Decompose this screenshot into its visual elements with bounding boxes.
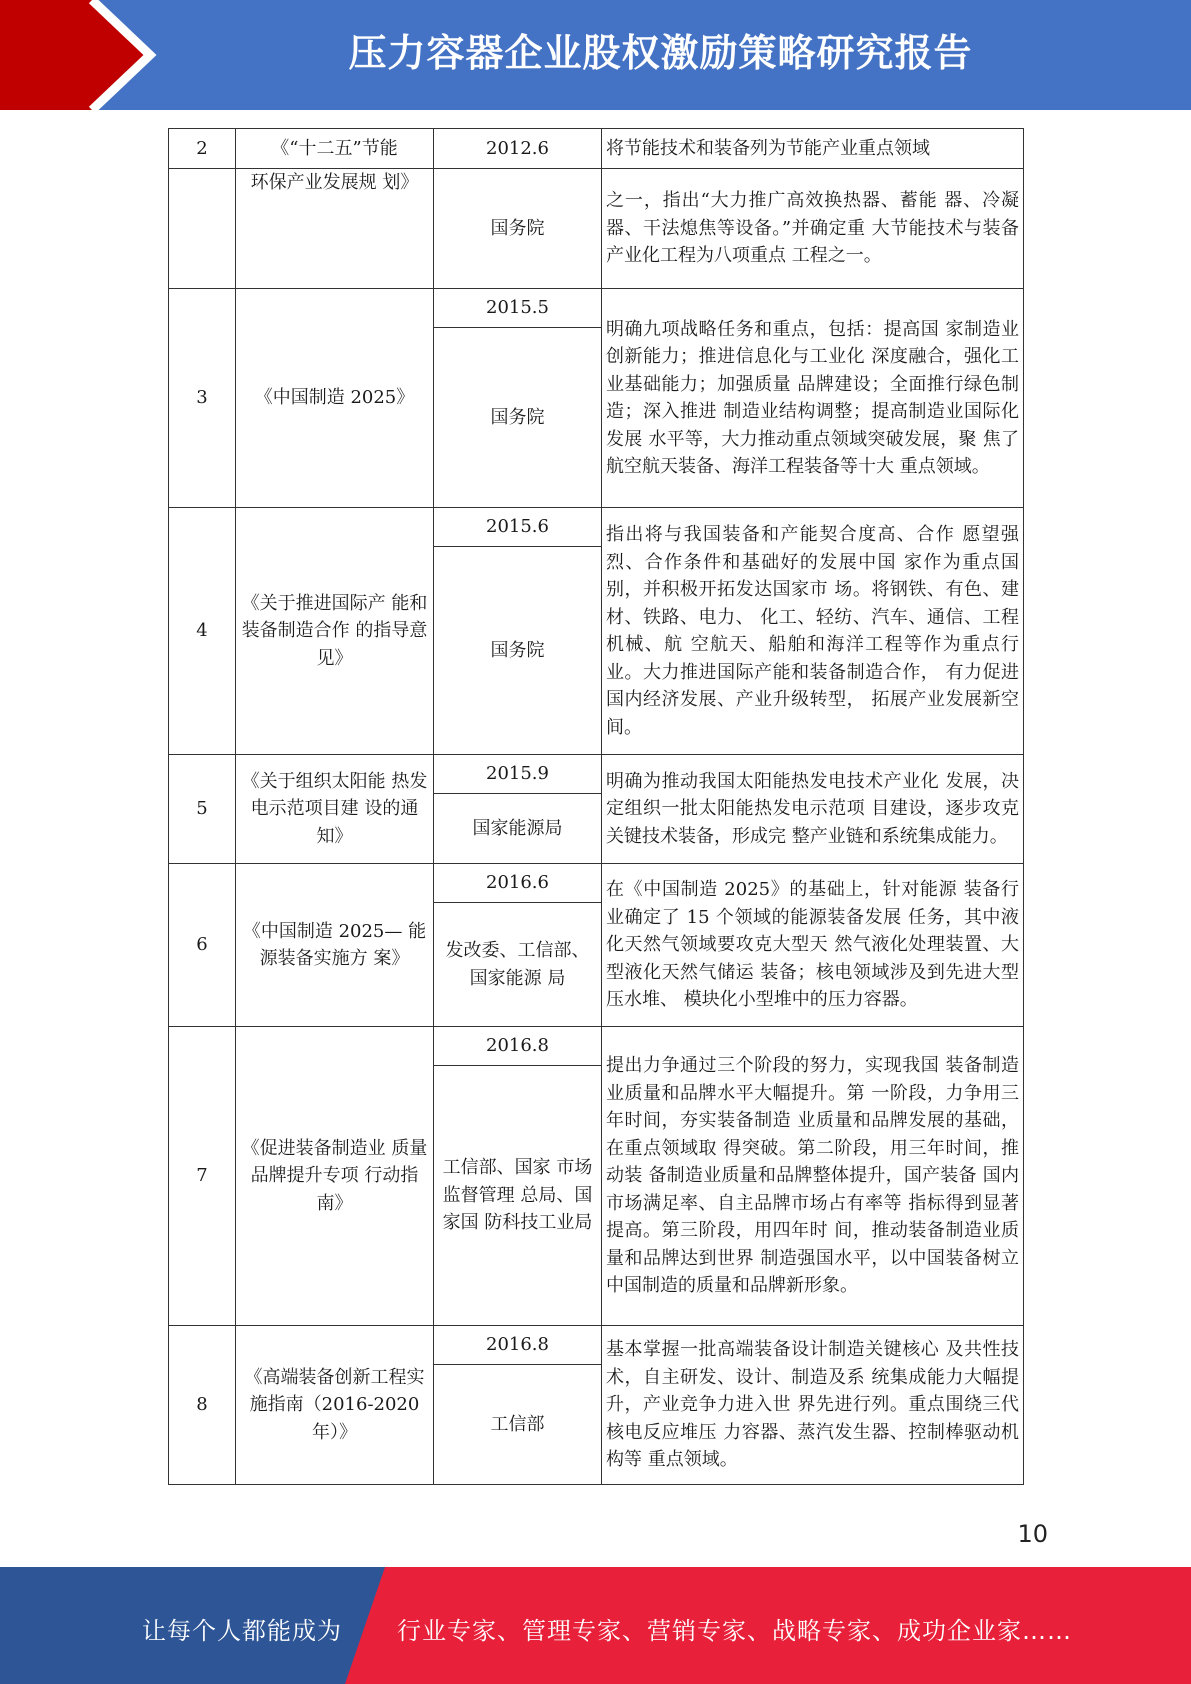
- policy-description: 明确九项战略任务和重点，包括：提高国 家制造业创新能力；推进信息化与工业化 深度融合，强化工业基础能力；加强质量 品牌建设；全面推行绿色制造；深入推进 制造业结构调整；提高制造业国际化发展 水平等，大力推动重点领域突破发展，聚 焦了航空航天装备、海洋工程装备等十大 重点领域。: [602, 289, 1024, 508]
- table-row: [169, 1027, 1024, 1066]
- report-title: 压力容器企业股权激励策略研究报告: [348, 31, 973, 75]
- policy-description: 指出将与我国装备和产能契合度高、合作 愿望强烈、合作条件和基础好的发展中国 家作为重点国别，并积极开拓发达国家市 场。将钢铁、有色、建材、铁路、电力、 化工、轻纺、汽车、通信、工程机械、航 空航天、船舶和海洋工程等作为重点行 业。大力推进国际产能和装备制造合作， 有力促进国内经济发展、产业升级转型， 拓展产业发展新空间。: [602, 508, 1024, 755]
- policy-name: 《中国制造 2025— 能源装备实施方 案》: [236, 864, 434, 1027]
- policy-description: 基本掌握一批高端装备设计制造关键核心 及共性技术，自主研发、设计、制造及系 统集成能力大幅提升，产业竞争力进入世 界先进行列。重点围绕三代核电反应堆压 力容器、蒸汽发生器、控制棒驱动机构等 重点领域。: [602, 1326, 1024, 1485]
- policy-issuer: 国家能源局: [434, 794, 602, 864]
- policy-issuer: 国务院: [434, 169, 602, 289]
- row-number: 2: [169, 129, 236, 169]
- policy-issuer: 国务院: [434, 328, 602, 508]
- table-row: [169, 755, 1024, 794]
- policy-description: 明确为推动我国太阳能热发电技术产业化 发展，决定组织一批太阳能热发电示范项 目建设，逐步攻克关键技术装备，形成完 整产业链和系统集成能力。: [602, 755, 1024, 864]
- policy-name: 环保产业发展规 划》: [236, 169, 434, 289]
- header-banner: [0, 0, 1191, 110]
- table-row: [169, 508, 1024, 547]
- policy-issuer: 工信部、国家 市场监督管理 总局、国家国 防科技工业局: [434, 1066, 602, 1326]
- policy-name: 《“十二五”节能: [236, 129, 434, 169]
- policy-name: 《中国制造 2025》: [236, 289, 434, 508]
- table-row: [169, 129, 1024, 169]
- policy-issuer: 工信部: [434, 1365, 602, 1485]
- policy-date: 2015.6: [434, 508, 602, 547]
- policy-issuer: 发改委、工信部、国家能源 局: [434, 903, 602, 1027]
- footer-banner: [0, 1567, 1191, 1684]
- page-number: 10: [1017, 1520, 1048, 1548]
- row-number: 7: [169, 1027, 236, 1326]
- row-number: 5: [169, 755, 236, 864]
- row-number: 6: [169, 864, 236, 1027]
- table-row: [169, 864, 1024, 903]
- policy-description: 之一，指出“大力推广高效换热器、蓄能 器、冷凝器、干法熄焦等设备。”并确定重 大节能技术与装备产业化工程为八项重点 工程之一。: [602, 169, 1024, 289]
- policy-table: [168, 128, 1024, 1485]
- policy-issuer: 国务院: [434, 547, 602, 755]
- row-number: 8: [169, 1326, 236, 1485]
- row-number: [169, 169, 236, 289]
- policy-name: 《关于推进国际产 能和装备制造合作 的指导意见》: [236, 508, 434, 755]
- row-number: 3: [169, 289, 236, 508]
- row-number: 4: [169, 508, 236, 755]
- table-row: [169, 169, 1024, 289]
- policy-name: 《高端装备创新工程实施指南（2016-2020 年）》: [236, 1326, 434, 1485]
- policy-date: 2016.8: [434, 1326, 602, 1365]
- policy-description: 提出力争通过三个阶段的努力，实现我国 装备制造业质量和品牌水平大幅提升。第 一阶段，力争用三年时间，夯实装备制造 业质量和品牌发展的基础，在重点领域取 得突破。第二阶段，用三年时间，推动装 备制造业质量和品牌整体提升，国产装备 国内市场满足率、自主品牌市场占有率等 指标得到显著提高。第三阶段，用四年时 间，推动装备制造业质量和品牌达到世界 制造强国水平，以中国装备树立中国制造的质量和品牌新形象。: [602, 1027, 1024, 1326]
- policy-date: 2016.8: [434, 1027, 602, 1066]
- footer-slogan-left: 让每个人都能成为: [142, 1617, 342, 1645]
- table-row: [169, 1326, 1024, 1365]
- policy-description: 将节能技术和装备列为节能产业重点领域: [602, 129, 1024, 169]
- policy-description: 在《中国制造 2025》的基础上，针对能源 装备行业确定了 15 个领域的能源装备发展 任务，其中液化天然气领域要攻克大型天 然气液化处理装置、大型液化天然气储运 装备；核电领域涉及到先进大型压水堆、 模块化小型堆中的压力容器。: [602, 864, 1024, 1027]
- policy-date: 2015.5: [434, 289, 602, 328]
- policy-name: 《促进装备制造业 质量品牌提升专项 行动指南》: [236, 1027, 434, 1326]
- policy-name: 《关于组织太阳能 热发电示范项目建 设的通知》: [236, 755, 434, 864]
- policy-date: 2016.6: [434, 864, 602, 903]
- policy-date: 2012.6: [434, 129, 602, 169]
- footer-slogan-right: 行业专家、管理专家、营销专家、战略专家、成功企业家……: [397, 1617, 1072, 1645]
- table-row: [169, 289, 1024, 328]
- policy-date: 2015.9: [434, 755, 602, 794]
